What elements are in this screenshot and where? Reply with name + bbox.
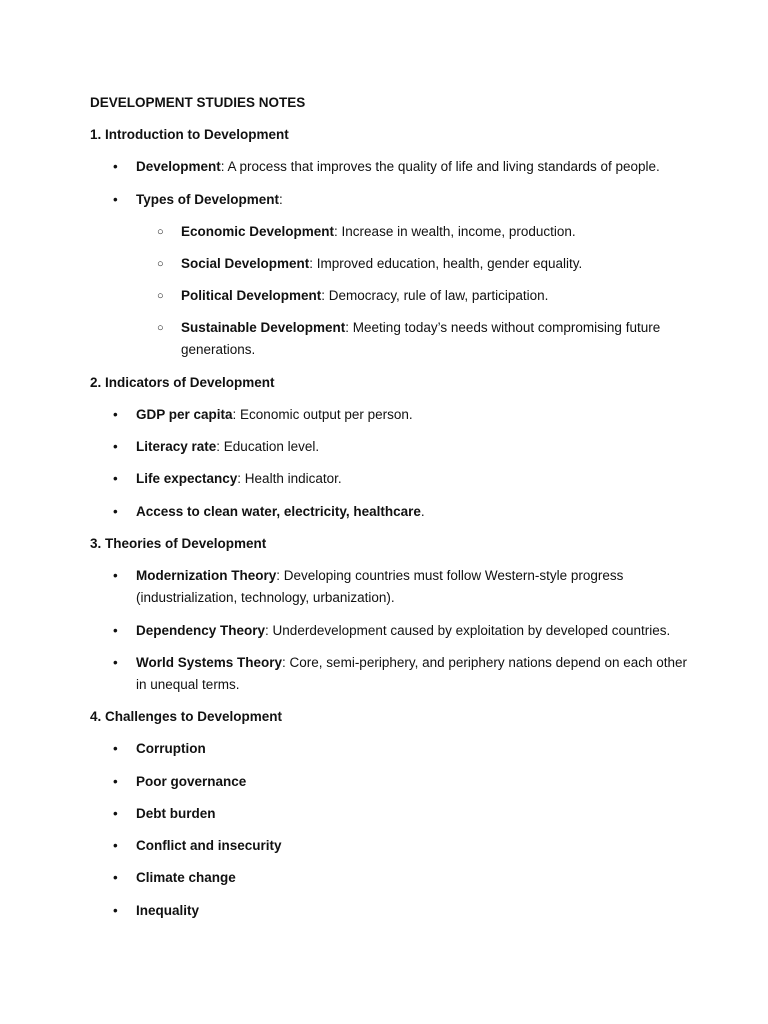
item-term: Literacy rate xyxy=(136,439,217,454)
item-term: Dependency Theory xyxy=(136,623,266,638)
bullet-icon: • xyxy=(113,623,118,638)
bullet-icon: • xyxy=(113,870,118,885)
bullet-icon: • xyxy=(113,504,118,519)
item-desc: : Underdevelopment caused by exploitation by developed countries. xyxy=(265,623,671,638)
bullet-icon: • xyxy=(113,159,118,174)
item-desc: : Economic output per person. xyxy=(232,407,413,422)
item-desc: . xyxy=(420,504,425,519)
list-item xyxy=(113,803,696,825)
sub-list-item xyxy=(157,253,701,275)
list-item xyxy=(113,436,696,458)
circle-bullet-icon: ○ xyxy=(157,258,164,270)
bullet-icon: • xyxy=(113,903,118,918)
list-item xyxy=(113,501,696,523)
bullet-icon: • xyxy=(113,655,118,670)
list-item xyxy=(113,189,696,211)
circle-bullet-icon: ○ xyxy=(157,290,164,302)
bullet-icon: • xyxy=(113,806,118,821)
item-term: World Systems Theory xyxy=(136,655,283,670)
item-desc: : Health indicator. xyxy=(237,471,342,486)
section-heading: 4. Challenges to Development xyxy=(90,709,283,724)
list-item xyxy=(113,468,696,490)
item-term: Life expectancy xyxy=(136,471,238,486)
item-desc: : Increase in wealth, income, production. xyxy=(334,224,576,239)
item-term: Access to clean water, electricity, healthcare xyxy=(136,504,421,519)
item-desc: : Core, semi-periphery, and periphery nations depend on each other in unequal terms. xyxy=(136,655,688,692)
item-desc: : Developing countries must follow Western-style progress (industrialization, technology, urbanization). xyxy=(136,568,624,605)
list-item xyxy=(113,900,696,922)
bullet-icon: • xyxy=(113,774,118,789)
bullet-icon: • xyxy=(113,838,118,853)
item-term: Corruption xyxy=(136,741,206,756)
bullet-icon: • xyxy=(113,568,118,583)
item-desc: : xyxy=(279,192,283,207)
list-item xyxy=(113,867,696,889)
list-item xyxy=(113,738,696,760)
item-term: Poor governance xyxy=(136,774,247,789)
list-item xyxy=(113,771,696,793)
item-term: GDP per capita xyxy=(136,407,233,422)
list-item xyxy=(113,565,696,609)
sub-list-item xyxy=(157,221,701,243)
item-term: Sustainable Development xyxy=(181,320,346,335)
item-term: Political Development xyxy=(181,288,322,303)
item-term: Modernization Theory xyxy=(136,568,277,583)
section-heading: 2. Indicators of Development xyxy=(90,375,275,390)
bullet-icon: • xyxy=(113,407,118,422)
item-desc: : Improved education, health, gender equality. xyxy=(309,256,583,271)
sub-list-item xyxy=(157,317,701,361)
section-heading: 1. Introduction to Development xyxy=(90,127,289,142)
bullet-icon: • xyxy=(113,439,118,454)
item-term: Economic Development xyxy=(181,224,335,239)
item-term: Inequality xyxy=(136,903,200,918)
list-item xyxy=(113,620,696,642)
sub-list-item xyxy=(157,285,701,307)
bullet-icon: • xyxy=(113,192,118,207)
item-desc: : Education level. xyxy=(216,439,320,454)
item-term: Conflict and insecurity xyxy=(136,838,282,853)
bullet-icon: • xyxy=(113,741,118,756)
list-item xyxy=(113,404,696,426)
list-item xyxy=(113,835,696,857)
item-term: Social Development xyxy=(181,256,310,271)
list-item xyxy=(113,652,696,696)
item-desc: : Democracy, rule of law, participation. xyxy=(321,288,549,303)
item-term: Types of Development xyxy=(136,192,280,207)
item-desc: : A process that improves the quality of life and living standards of people. xyxy=(220,159,660,174)
bullet-icon: • xyxy=(113,471,118,486)
item-term: Debt burden xyxy=(136,806,216,821)
document-title: DEVELOPMENT STUDIES NOTES xyxy=(90,95,306,110)
circle-bullet-icon: ○ xyxy=(157,226,164,238)
item-desc: : Meeting today’s needs without compromising future generations. xyxy=(181,320,661,357)
item-term: Climate change xyxy=(136,870,236,885)
section-heading: 3. Theories of Development xyxy=(90,536,267,551)
circle-bullet-icon: ○ xyxy=(157,322,164,334)
list-item xyxy=(113,156,696,178)
item-term: Development xyxy=(136,159,221,174)
